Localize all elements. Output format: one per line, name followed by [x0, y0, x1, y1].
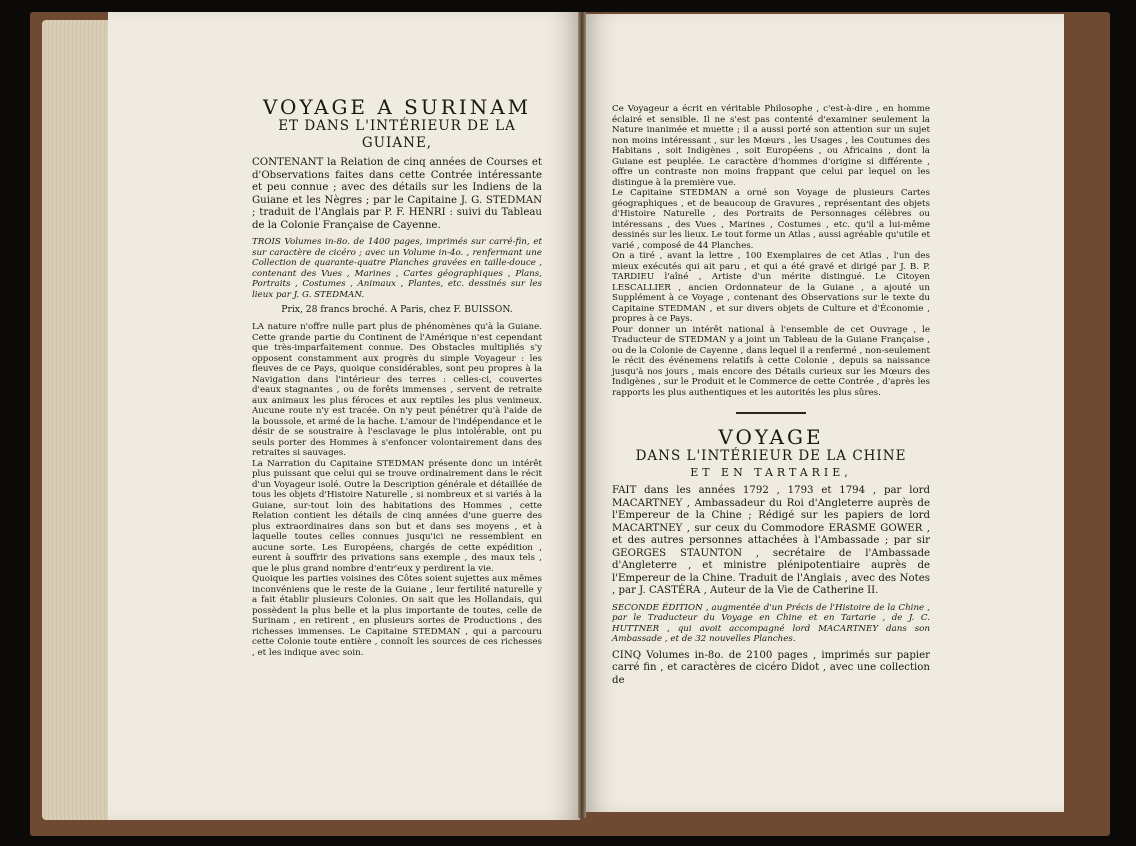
- chine-lead: FAIT dans les années 1792 , 1793 et 1794 , par lord MACARTNEY , Ambassadeur du Roi d'Angleterre auprès de l'Empereur de la Chine ; Rédigé sur les papiers de lord MACARTNEY , sur ceux du Commodore ERASME GOWER , et des autres personnes attachées à l'Ambassade ; par sir GEORGES STAUNTON , secrétaire de l'Ambassade d'Angleterre , et ministre plénipotentiaire auprès de l'Empereur de la Chine. Traduit de l'Anglais , avec des Notes , par J. CASTÉRA , Auteur de la Vie de Catherine II.: [612, 485, 930, 596]
- right-column: [612, 104, 930, 687]
- surinam-paragraph: Le Capitaine STEDMAN a orné son Voyage de plusieurs Cartes géographiques , et de beaucoup de Gravures , représentant des objets d'Histoire Naturelle , des Portraits de Personnages célèbres ou intéressans , des Vues , Marines , Costumes , etc. qu'il a lui-même dessinés sur les lieux. Le tout forme un Atlas , aussi agréable qu'utile et varié , composé de 44 Planches.: [612, 188, 930, 251]
- surinam-title: VOYAGE A SURINAM: [262, 95, 532, 119]
- surinam-paragraph: Quoique les parties voisines des Côtes soient sujettes aux mêmes inconvéniens que le reste de la Guiane , leur fertilité naturelle y a fait établir plusieurs Colonies. On sait que les Hollandais, qui possèdent la plus belle et la plus importante de toutes, celle de Surinam , en retirent , en plusieurs sortes de Productions , des richesses immenses. Le Capitaine STEDMAN , qui a parcouru cette Colonie toute entière , connoît les sources de ces richesses , et les indique avec soin.: [252, 574, 542, 658]
- surinam-price: Prix, 28 francs broché. A Paris, chez F. BUISSON.: [281, 304, 513, 315]
- chine-title: VOYAGE: [718, 425, 824, 449]
- chine-subtitle-2: ET EN TARTARIE,: [690, 466, 852, 479]
- left-column: [252, 96, 542, 658]
- surinam-paragraph: Pour donner un intérêt national à l'ensemble de cet Ouvrage , le Traducteur de STEDMAN y a joint un Tableau de la Guiane Française , ou de la Colonie de Cayenne , dans lequel il a renfermé , non-seulement le récit des événemens relatifs à cette Colonie , depuis sa naissance jusqu'à nos jours , mais encore des Détails curieux sur les Mœurs des Indigènes , sur le Produit et le Commerce de cette Contrée , d'après les rapports les plus authentiques et les autorités les plus sûres.: [612, 324, 930, 398]
- page-edges: [42, 20, 114, 820]
- section-divider: [736, 412, 806, 414]
- surinam-paragraph: On a tiré , avant la lettre , 100 Exemplaires de cet Atlas , l'un des mieux exécutés qui ait paru , et qui a été gravé et dirigé par J. B. P. TARDIEU l'aîné , Artiste d'un mérite distingué. Le Citoyen LESCALLIER , ancien Ordonnateur de la Guiane , a ajouté un Supplément à ce Voyage , contenant des Observations sur le texte du Capitaine STEDMAN , et sur divers objets de Culture et d'Économie , propres à ce Pays.: [612, 251, 930, 324]
- surinam-subtitle: ET DANS L'INTÉRIEUR DE LA GUIANE,: [278, 118, 516, 151]
- chine-edition: SECONDE ÉDITION , augmentée d'un Précis de l'Histoire de la Chine , par le Traducteur du Voyage en Chine et en Tartarie , de J. C. HUTTNER , qui avoit accompagné lord MACARTNEY dans son Ambassade , et de 32 nouvelles Planches.: [612, 602, 930, 644]
- surinam-lead: CONTENANT la Relation de cinq années de Courses et d'Observations faites dans cette Contrée intéressante et peu connue ; avec des détails sur les Indiens de la Guiane et les Nègres ; par le Capitaine J. G. STEDMAN ; traduit de l'Anglais par P. F. HENRI : suivi du Tableau de la Colonie Française de Cayenne.: [252, 157, 542, 231]
- surinam-paragraph: LA nature n'offre nulle part plus de phénomènes qu'à la Guiane. Cette grande partie du Continent de l'Amérique n'est cependant que très-imparfaitement connue. Des Obstacles multipliés s'y opposent constamment aux progrès du simple Voyageur : les fleuves de ce Pays, quoique considérables, sont peu propres à la Navigation dans l'intérieur des terres : celles-ci, couvertes d'eaux stagnantes , ou de forêts immenses , servent de retraite aux animaux les plus féroces et aux reptiles les plus venimeux. Aucune route n'y est tracée. On n'y peut pénétrer qu'à l'aide de la boussole, et armé de la hache. L'amour de l'indépendance et le désir de se soustraire à l'esclavage le plus intolérable, ont pu seuls porter des Hommes à s'enfoncer volontairement dans des retraites si sauvages.: [252, 322, 542, 458]
- surinam-format: TROIS Volumes in-8o. de 1400 pages, imprimés sur carré-fin, et sur caractère de cicéro ; avec un Volume in-4o. , renfermant une Collection de quarante-quatre Planches gravées en taille-douce , contenant des Vues , Marines , Cartes géographiques , Plans, Portraits , Costumes , Animaux , Plantes, etc. dessinés sur les lieux par J. G. STEDMAN.: [252, 237, 542, 300]
- surinam-paragraph: La Narration du Capitaine STEDMAN présente donc un intérêt plus puissant que celui qui se trouve ordinairement dans le récit d'un Voyageur isolé. Outre la Description générale et détaillée de tous les objets d'Histoire Naturelle , si nombreux et si variés à la Guiane, sur-tout loin des habitations des Hommes , cette Relation contient les détails de cinq années d'une guerre des plus extraordinaires dans son but et dans ses moyens , et à laquelle toutes celles connues jusqu'ici ne ressemblent en aucune sorte. Les Européens, chargés de cette expédition , eurent à souffrir des privations sans exemple , des maux tels , que le plus grand nombre d'entr'eux y perdirent la vie.: [252, 458, 542, 574]
- surinam-paragraph: Ce Voyageur a écrit en véritable Philosophe , c'est-à-dire , en homme éclairé et sensible. Il ne s'est pas contenté d'examiner seulement la Nature inanimée et muette ; il a aussi porté son attention sur un sujet non moins intéressant , sur les Mœurs , les Usages , les Coutumes des Habitans , soit Indigènes , soit Européens , ou Africains , dont la Guiane est peuplée. Le caractère d'hommes d'origine si différente , offre un contraste non moins frappant que celui par lequel on les distingue à la première vue.: [612, 104, 930, 188]
- book-gutter: [578, 12, 586, 818]
- chine-subtitle: DANS L'INTÉRIEUR DE LA CHINE: [635, 448, 907, 464]
- chine-closing: CINQ Volumes in-8o. de 2100 pages , imprimés sur papier carré fin , et caractères de cicéro Didot , avec une collection de: [612, 649, 930, 686]
